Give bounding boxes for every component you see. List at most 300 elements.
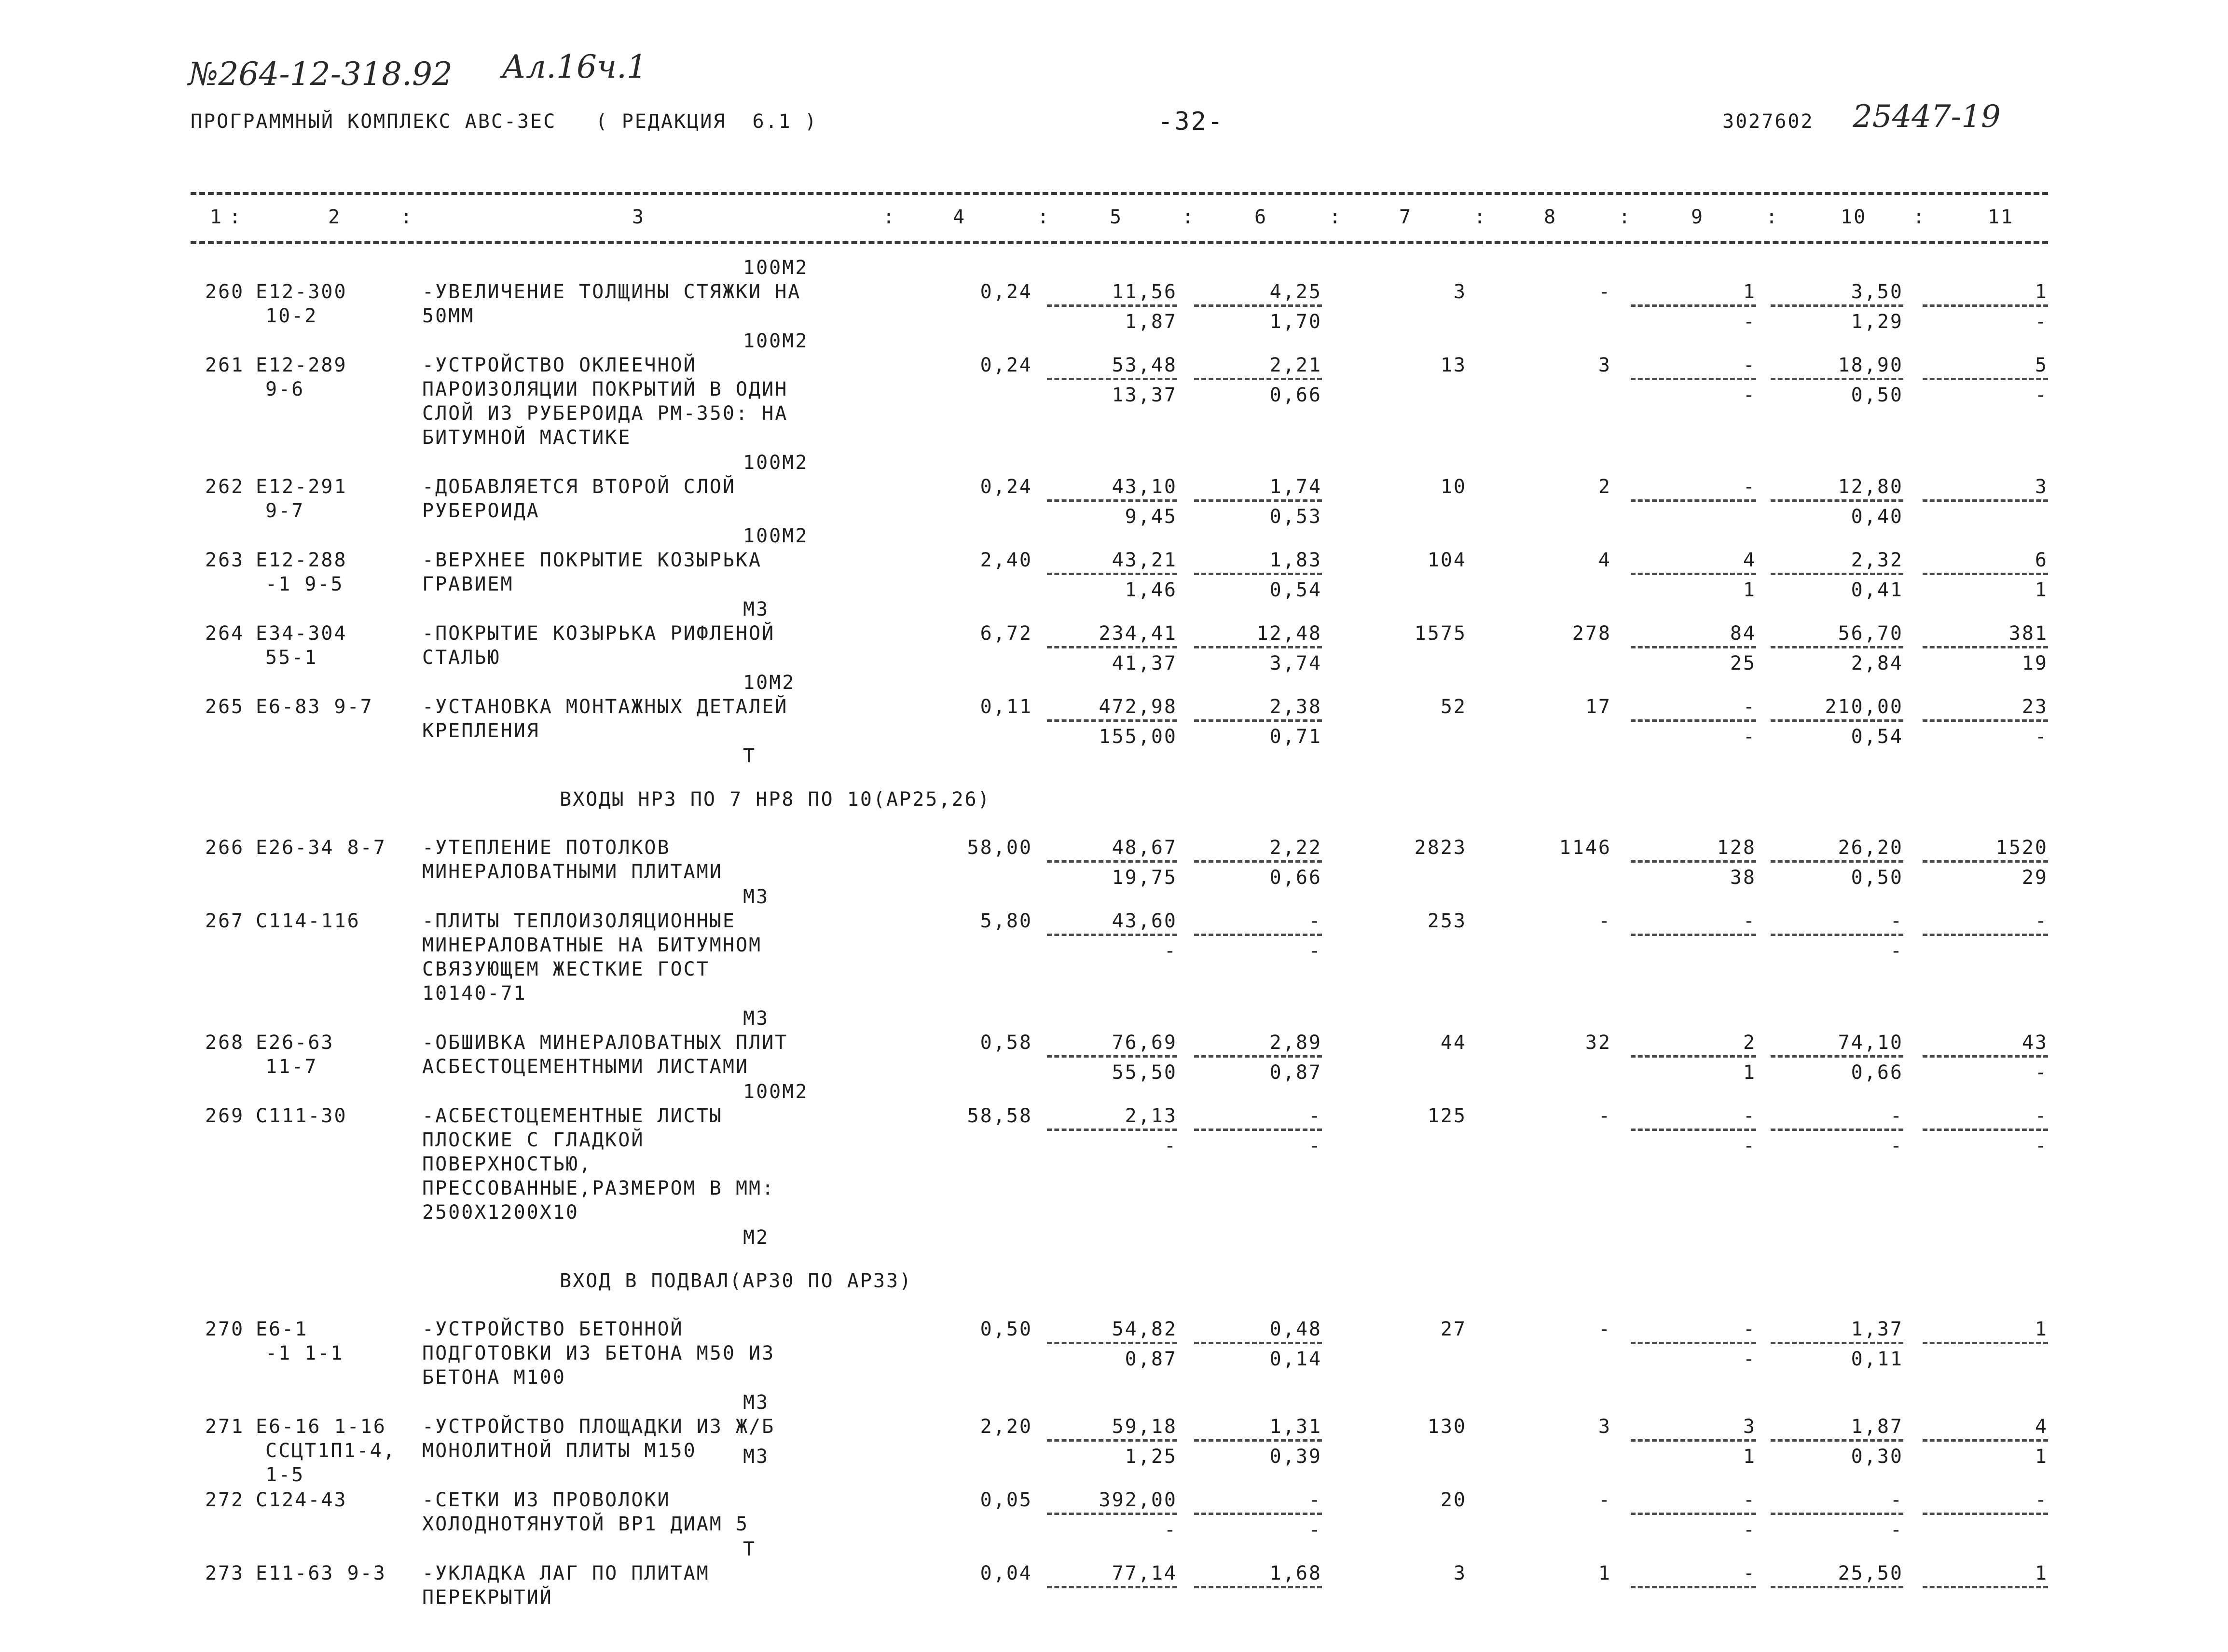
cell-total-wages: 278 — [1572, 622, 1611, 645]
dash-divider — [1771, 1586, 1903, 1588]
item-code: Е26-63 — [256, 1032, 334, 1054]
item-description: БИТУМНОЙ МАСТИКЕ — [422, 427, 632, 449]
cell-total-cost: 20 — [1440, 1489, 1467, 1511]
column-header-4: 4 — [953, 206, 966, 228]
cell-total-cost: 104 — [1427, 549, 1467, 571]
cell-col9: - — [1743, 1562, 1756, 1584]
cell-total-wages: 32 — [1585, 1032, 1611, 1054]
cell-unit-cost: 43,60 — [1112, 910, 1177, 932]
cell-col9-sub: - — [1743, 1135, 1756, 1157]
cell-unit-cost: 77,14 — [1112, 1562, 1177, 1584]
cell-col11-sub: - — [2035, 311, 2048, 333]
cell-col10: 1,87 — [1851, 1416, 1903, 1438]
unit-label: М3 — [743, 886, 770, 908]
cell-unit-cost-sub: 1,25 — [1125, 1446, 1177, 1468]
item-description: -СЕТКИ ИЗ ПРОВОЛОКИ — [422, 1489, 671, 1511]
program-title: ПРОГРАММНЫЙ КОМПЛЕКС АВС-3ЕС ( РЕДАКЦИЯ 6.1 ) — [191, 110, 818, 133]
dash-divider — [1631, 304, 1756, 307]
cell-col11: - — [2035, 1489, 2048, 1511]
unit-label: 100М2 — [743, 1081, 809, 1103]
cell-col11: 6 — [2035, 549, 2048, 571]
cell-col11-sub: - — [2035, 1135, 2048, 1157]
cell-col11: 23 — [2022, 696, 2048, 718]
cell-total-cost: 1575 — [1414, 622, 1467, 645]
document-code: 3027602 — [1722, 110, 1814, 133]
unit-label: М2 — [743, 1226, 770, 1249]
dash-divider — [1771, 1055, 1903, 1058]
cell-col11: 1520 — [1995, 837, 2048, 859]
item-number: 273 — [205, 1562, 245, 1584]
cell-total-wages: 3 — [1598, 354, 1611, 376]
dash-divider — [1194, 304, 1322, 307]
dash-divider — [1631, 1586, 1756, 1588]
cell-col10-sub: 0,50 — [1851, 867, 1903, 889]
cell-wages: 4,25 — [1269, 281, 1322, 303]
cell-total-wages: - — [1598, 1489, 1611, 1511]
item-code: С114-116 — [256, 910, 360, 932]
cell-wages: - — [1308, 1489, 1322, 1511]
column-separator: : — [1474, 206, 1487, 228]
cell-col10-sub: - — [1890, 940, 1903, 962]
cell-col9: 3 — [1743, 1416, 1756, 1438]
item-description: -УСТРОЙСТВО ОКЛЕЕЧНОЙ — [422, 354, 697, 376]
unit-label: 10М2 — [743, 672, 796, 694]
cell-col10-sub: 0,11 — [1851, 1348, 1903, 1370]
cell-wages-sub: - — [1308, 1519, 1322, 1541]
item-description: ГРАВИЕМ — [422, 573, 514, 595]
dash-divider — [1771, 1342, 1903, 1344]
cell-total-cost: 125 — [1427, 1105, 1467, 1127]
dash-divider — [1047, 1055, 1177, 1058]
cell-wages: - — [1308, 910, 1322, 932]
column-separator: : — [1329, 206, 1343, 228]
cell-unit-cost: 472,98 — [1099, 696, 1177, 718]
unit-label: М3 — [743, 1391, 770, 1414]
item-description: БЕТОНА М100 — [422, 1366, 566, 1389]
column-header-6: 6 — [1254, 206, 1268, 228]
cell-wages-sub: 0,53 — [1269, 506, 1322, 528]
cell-unit-cost: 59,18 — [1112, 1416, 1177, 1438]
column-header-9: 9 — [1691, 206, 1705, 228]
cell-col9-sub: 1 — [1743, 1446, 1756, 1468]
unit-label: М3 — [743, 1446, 770, 1468]
cell-col9: - — [1743, 1105, 1756, 1127]
dash-divider — [1923, 646, 2048, 648]
column-separator: : — [1766, 206, 1779, 228]
cell-total-cost: 2823 — [1414, 837, 1467, 859]
cell-col10: 26,20 — [1838, 837, 1903, 859]
item-description: СВЯЗУЮЩЕМ ЖЕСТКИЕ ГОСТ — [422, 958, 710, 980]
unit-label: 100М2 — [743, 452, 809, 474]
dash-divider — [1047, 719, 1177, 722]
cell-unit-cost-sub: 1,87 — [1125, 311, 1177, 333]
cell-col11-sub: 29 — [2022, 867, 2048, 889]
cell-col9: - — [1743, 1318, 1756, 1340]
dash-divider — [1631, 573, 1756, 575]
cell-col9-sub: - — [1743, 1348, 1756, 1370]
dash-divider — [1194, 646, 1322, 648]
cell-col9-sub: 38 — [1730, 867, 1756, 889]
cell-total-cost: 27 — [1440, 1318, 1467, 1340]
cell-col9: 4 — [1743, 549, 1756, 571]
cell-col10-sub: 2,84 — [1851, 652, 1903, 675]
dash-divider — [1194, 1055, 1322, 1058]
cell-quantity: 2,40 — [980, 549, 1032, 571]
item-description: -ВЕРХНЕЕ ПОКРЫТИЕ КОЗЫРЬКА — [422, 549, 762, 571]
dash-divider — [1923, 1055, 2048, 1058]
cell-quantity: 0,11 — [980, 696, 1032, 718]
dash-divider — [1194, 1342, 1322, 1344]
dash-divider — [1923, 1439, 2048, 1442]
dash-divider — [1047, 646, 1177, 648]
dash-divider — [1923, 1586, 2048, 1588]
unit-label: 100М2 — [743, 330, 809, 352]
column-header-7: 7 — [1399, 206, 1413, 228]
cell-wages-sub: 0,54 — [1269, 579, 1322, 601]
cell-col10: - — [1890, 1105, 1903, 1127]
item-description: АСБЕСТОЦЕМЕНТНЫМИ ЛИСТАМИ — [422, 1056, 749, 1078]
cell-unit-cost: 43,21 — [1112, 549, 1177, 571]
dash-divider — [1194, 378, 1322, 380]
cell-col10-sub: - — [1890, 1135, 1903, 1157]
cell-total-cost: 3 — [1453, 281, 1467, 303]
cell-wages-sub: 0,71 — [1269, 726, 1322, 748]
section-title: ВХОДЫ НР3 ПО 7 НР8 ПО 10(АР25,26) — [560, 788, 991, 811]
dash-divider — [1923, 1342, 2048, 1344]
item-number: 265 — [205, 696, 245, 718]
handwritten-number: №264-12-318.92 — [188, 55, 453, 93]
item-code: -1 1-1 — [265, 1342, 344, 1364]
cell-col11: 381 — [2008, 622, 2048, 645]
dash-divider — [1047, 378, 1177, 380]
cell-wages-sub: 1,70 — [1269, 311, 1322, 333]
item-code: 10-2 — [265, 305, 318, 327]
unit-label: 100М2 — [743, 257, 809, 279]
item-code: Е12-288 — [256, 549, 347, 571]
item-description: КРЕПЛЕНИЯ — [422, 720, 540, 742]
dash-divider — [1771, 304, 1903, 307]
item-description: -ОБШИВКА МИНЕРАЛОВАТНЫХ ПЛИТ — [422, 1032, 788, 1054]
item-description: -УСТАНОВКА МОНТАЖНЫХ ДЕТАЛЕЙ — [422, 696, 788, 718]
item-code: -1 9-5 — [265, 573, 344, 595]
dash-divider — [1771, 499, 1903, 502]
item-code: 55-1 — [265, 647, 318, 669]
column-separator: : — [229, 206, 243, 228]
cell-wages-sub: 0,39 — [1269, 1446, 1322, 1468]
item-description: ХОЛОДНОТЯНУТОЙ ВР1 ДИАМ 5 — [422, 1513, 749, 1535]
cell-wages-sub: 0,14 — [1269, 1348, 1322, 1370]
item-description: -УВЕЛИЧЕНИЕ ТОЛЩИНЫ СТЯЖКИ НА — [422, 281, 801, 303]
cell-col9: - — [1743, 476, 1756, 498]
cell-unit-cost: 11,56 — [1112, 281, 1177, 303]
handwritten-code: 25447-19 — [1853, 99, 2001, 135]
cell-unit-cost-sub: - — [1164, 1135, 1177, 1157]
page-number: -32- — [1158, 107, 1224, 136]
dash-divider — [1194, 499, 1322, 502]
unit-label: Т — [743, 1538, 756, 1560]
dash-divider — [1771, 378, 1903, 380]
dash-divider — [1923, 304, 2048, 307]
cell-quantity: 58,00 — [967, 837, 1032, 859]
cell-unit-cost: 48,67 — [1112, 837, 1177, 859]
dash-divider — [1047, 1129, 1177, 1131]
dash-divider — [1047, 304, 1177, 307]
cell-quantity: 0,24 — [980, 476, 1032, 498]
cell-unit-cost-sub: 41,37 — [1112, 652, 1177, 675]
item-description: -ДОБАВЛЯЕТСЯ ВТОРОЙ СЛОЙ — [422, 476, 736, 498]
dash-divider — [1771, 1129, 1903, 1131]
cell-total-cost: 130 — [1427, 1416, 1467, 1438]
cell-col10: 74,10 — [1838, 1032, 1903, 1054]
cell-col9-sub: - — [1743, 1519, 1756, 1541]
cell-total-cost: 253 — [1427, 910, 1467, 932]
item-code: Е6-83 9-7 — [256, 696, 373, 718]
cell-col11-sub: - — [2035, 726, 2048, 748]
handwritten-album: Ал.16ч.1 — [502, 48, 647, 85]
cell-col11: 5 — [2035, 354, 2048, 376]
cell-col9: - — [1743, 910, 1756, 932]
item-code: С111-30 — [256, 1105, 347, 1127]
item-code: 11-7 — [265, 1056, 318, 1078]
item-code: 9-7 — [265, 500, 305, 522]
item-description: -УКЛАДКА ЛАГ ПО ПЛИТАМ — [422, 1562, 710, 1584]
cell-total-wages: - — [1598, 1318, 1611, 1340]
dash-divider — [1631, 934, 1756, 936]
cell-wages: 1,74 — [1269, 476, 1322, 498]
cell-col10-sub: 0,40 — [1851, 506, 1903, 528]
item-description: -АСБЕСТОЦЕМЕНТНЫЕ ЛИСТЫ — [422, 1105, 723, 1127]
cell-unit-cost: 53,48 — [1112, 354, 1177, 376]
cell-col11-sub: - — [2035, 384, 2048, 406]
cell-wages: 2,21 — [1269, 354, 1322, 376]
cell-quantity: 2,20 — [980, 1416, 1032, 1438]
dash-divider — [1194, 573, 1322, 575]
cell-col9-sub: 1 — [1743, 1061, 1756, 1084]
column-header-3: 3 — [632, 206, 646, 228]
item-code: Е11-63 9-3 — [256, 1562, 386, 1584]
cell-col9-sub: 1 — [1743, 579, 1756, 601]
cell-wages: 2,38 — [1269, 696, 1322, 718]
cell-wages-sub: 0,87 — [1269, 1061, 1322, 1084]
cell-wages-sub: 0,66 — [1269, 867, 1322, 889]
item-description: -ПОКРЫТИЕ КОЗЫРЬКА РИФЛЕНОЙ — [422, 622, 775, 645]
column-header-5: 5 — [1110, 206, 1123, 228]
dash-divider — [1631, 646, 1756, 648]
cell-col10-sub: 0,41 — [1851, 579, 1903, 601]
cell-col11: 43 — [2022, 1032, 2048, 1054]
cell-col11: 3 — [2035, 476, 2048, 498]
cell-wages-sub: 3,74 — [1269, 652, 1322, 675]
cell-unit-cost-sub: 1,46 — [1125, 579, 1177, 601]
item-code: 1-5 — [265, 1464, 305, 1486]
dash-divider — [1923, 860, 2048, 863]
cell-wages-sub: - — [1308, 940, 1322, 962]
item-code: Е34-304 — [256, 622, 347, 645]
dash-divider — [1194, 934, 1322, 936]
dash-divider — [1771, 573, 1903, 575]
unit-label: Т — [743, 745, 756, 767]
cell-total-cost: 10 — [1440, 476, 1467, 498]
cell-wages: 1,83 — [1269, 549, 1322, 571]
unit-label: М3 — [743, 1007, 770, 1030]
item-description: МИНЕРАЛОВАТНЫМИ ПЛИТАМИ — [422, 861, 723, 883]
item-description: -УТЕПЛЕНИЕ ПОТОЛКОВ — [422, 837, 671, 859]
cell-col9: 128 — [1717, 837, 1756, 859]
cell-wages: 1,31 — [1269, 1416, 1322, 1438]
cell-total-cost: 3 — [1453, 1562, 1467, 1584]
cell-col10-sub: 0,54 — [1851, 726, 1903, 748]
dash-divider — [1631, 1055, 1756, 1058]
cell-total-wages: 17 — [1585, 696, 1611, 718]
column-separator: : — [883, 206, 896, 228]
column-header-11: 11 — [1988, 206, 2014, 228]
cell-total-wages: - — [1598, 281, 1611, 303]
item-number: 266 — [205, 837, 245, 859]
cell-unit-cost-sub: 19,75 — [1112, 867, 1177, 889]
cell-wages-sub: - — [1308, 1135, 1322, 1157]
dash-divider — [1047, 860, 1177, 863]
item-description: ПАРОИЗОЛЯЦИИ ПОКРЫТИЙ В ОДИН — [422, 378, 788, 400]
dash-divider — [1047, 1439, 1177, 1442]
dash-divider — [1631, 860, 1756, 863]
cell-unit-cost-sub: - — [1164, 1519, 1177, 1541]
cell-col9: - — [1743, 1489, 1756, 1511]
cell-wages: 2,89 — [1269, 1032, 1322, 1054]
cell-unit-cost-sub: 9,45 — [1125, 506, 1177, 528]
cell-total-wages: 2 — [1598, 476, 1611, 498]
dash-divider — [1771, 934, 1903, 936]
item-number: 269 — [205, 1105, 245, 1127]
dash-divider — [1631, 1513, 1756, 1515]
item-description: 2500Х1200Х10 — [422, 1201, 579, 1224]
cell-col9: 84 — [1730, 622, 1756, 645]
cell-unit-cost: 54,82 — [1112, 1318, 1177, 1340]
header-rule-top — [191, 192, 2048, 195]
item-number: 271 — [205, 1416, 245, 1438]
dash-divider — [1923, 934, 2048, 936]
dash-divider — [1923, 378, 2048, 380]
dash-divider — [1923, 1513, 2048, 1515]
cell-unit-cost-sub: 55,50 — [1112, 1061, 1177, 1084]
column-separator: : — [1619, 206, 1632, 228]
item-number: 268 — [205, 1032, 245, 1054]
cell-col10: 25,50 — [1838, 1562, 1903, 1584]
cell-col11-sub: 1 — [2035, 1446, 2048, 1468]
item-code: Е12-289 — [256, 354, 347, 376]
cell-quantity: 0,58 — [980, 1032, 1032, 1054]
cell-col11: - — [2035, 910, 2048, 932]
column-header-2: 2 — [328, 206, 342, 228]
cell-unit-cost: 234,41 — [1099, 622, 1177, 645]
cell-col10-sub: 1,29 — [1851, 311, 1903, 333]
dash-divider — [1631, 1342, 1756, 1344]
dash-divider — [1631, 378, 1756, 380]
cell-col10-sub: - — [1890, 1519, 1903, 1541]
item-description: РУБЕРОИДА — [422, 500, 540, 522]
cell-col9-sub: 25 — [1730, 652, 1756, 675]
column-separator: : — [400, 206, 414, 228]
cell-col9-sub: - — [1743, 384, 1756, 406]
cell-col10: 210,00 — [1825, 696, 1903, 718]
header-rule-bottom — [191, 241, 2048, 244]
dash-divider — [1923, 1129, 2048, 1131]
dash-divider — [1771, 1439, 1903, 1442]
cell-quantity: 0,04 — [980, 1562, 1032, 1584]
item-code: 9-6 — [265, 378, 305, 400]
cell-col10-sub: 0,30 — [1851, 1446, 1903, 1468]
cell-col11: - — [2035, 1105, 2048, 1127]
cell-quantity: 0,50 — [980, 1318, 1032, 1340]
cell-col9-sub: - — [1743, 726, 1756, 748]
cell-total-wages: 1146 — [1559, 837, 1611, 859]
cell-total-wages: 1 — [1598, 1562, 1611, 1584]
column-header-8: 8 — [1544, 206, 1557, 228]
cell-quantity: 0,05 — [980, 1489, 1032, 1511]
dash-divider — [1047, 934, 1177, 936]
section-title: ВХОД В ПОДВАЛ(АР30 ПО АР33) — [560, 1270, 913, 1292]
dash-divider — [1047, 573, 1177, 575]
item-description: ПЛОСКИЕ С ГЛАДКОЙ — [422, 1129, 645, 1151]
item-code: Е26-34 8-7 — [256, 837, 386, 859]
dash-divider — [1047, 1586, 1177, 1588]
cell-wages: - — [1308, 1105, 1322, 1127]
dash-divider — [1047, 1513, 1177, 1515]
dash-divider — [1771, 646, 1903, 648]
cell-wages: 2,22 — [1269, 837, 1322, 859]
item-description: 10140-71 — [422, 982, 527, 1005]
cell-col9: 2 — [1743, 1032, 1756, 1054]
cell-unit-cost-sub: 0,87 — [1125, 1348, 1177, 1370]
cell-total-wages: - — [1598, 1105, 1611, 1127]
column-separator: : — [1182, 206, 1196, 228]
cell-col10: 12,80 — [1838, 476, 1903, 498]
cell-total-wages: 3 — [1598, 1416, 1611, 1438]
dash-divider — [1923, 499, 2048, 502]
dash-divider — [1631, 719, 1756, 722]
cell-unit-cost: 2,13 — [1125, 1105, 1177, 1127]
cell-col11-sub: 1 — [2035, 579, 2048, 601]
dash-divider — [1771, 719, 1903, 722]
dash-divider — [1194, 1439, 1322, 1442]
cell-quantity: 0,24 — [980, 354, 1032, 376]
item-number: 267 — [205, 910, 245, 932]
item-code: Е12-300 — [256, 281, 347, 303]
dash-divider — [1194, 1129, 1322, 1131]
cell-unit-cost: 392,00 — [1099, 1489, 1177, 1511]
column-header-10: 10 — [1841, 206, 1867, 228]
item-description: СЛОЙ ИЗ РУБЕРОИДА РМ-350: НА — [422, 402, 788, 425]
item-number: 261 — [205, 354, 245, 376]
cell-col10: 18,90 — [1838, 354, 1903, 376]
cell-col10-sub: 0,50 — [1851, 384, 1903, 406]
unit-label: М3 — [743, 598, 770, 620]
cell-col10: - — [1890, 1489, 1903, 1511]
cell-col10: - — [1890, 910, 1903, 932]
cell-col11: 1 — [2035, 281, 2048, 303]
item-number: 272 — [205, 1489, 245, 1511]
cell-unit-cost: 76,69 — [1112, 1032, 1177, 1054]
cell-wages-sub: 0,66 — [1269, 384, 1322, 406]
column-header-1: 1 — [210, 206, 223, 228]
dash-divider — [1194, 1586, 1322, 1588]
dash-divider — [1631, 1439, 1756, 1442]
item-description: ПОВЕРХНОСТЬЮ, — [422, 1153, 592, 1175]
dash-divider — [1923, 573, 2048, 575]
item-code: Е6-16 1-16 — [256, 1416, 386, 1438]
item-number: 264 — [205, 622, 245, 645]
cell-total-wages: 4 — [1598, 549, 1611, 571]
dash-divider — [1631, 1129, 1756, 1131]
